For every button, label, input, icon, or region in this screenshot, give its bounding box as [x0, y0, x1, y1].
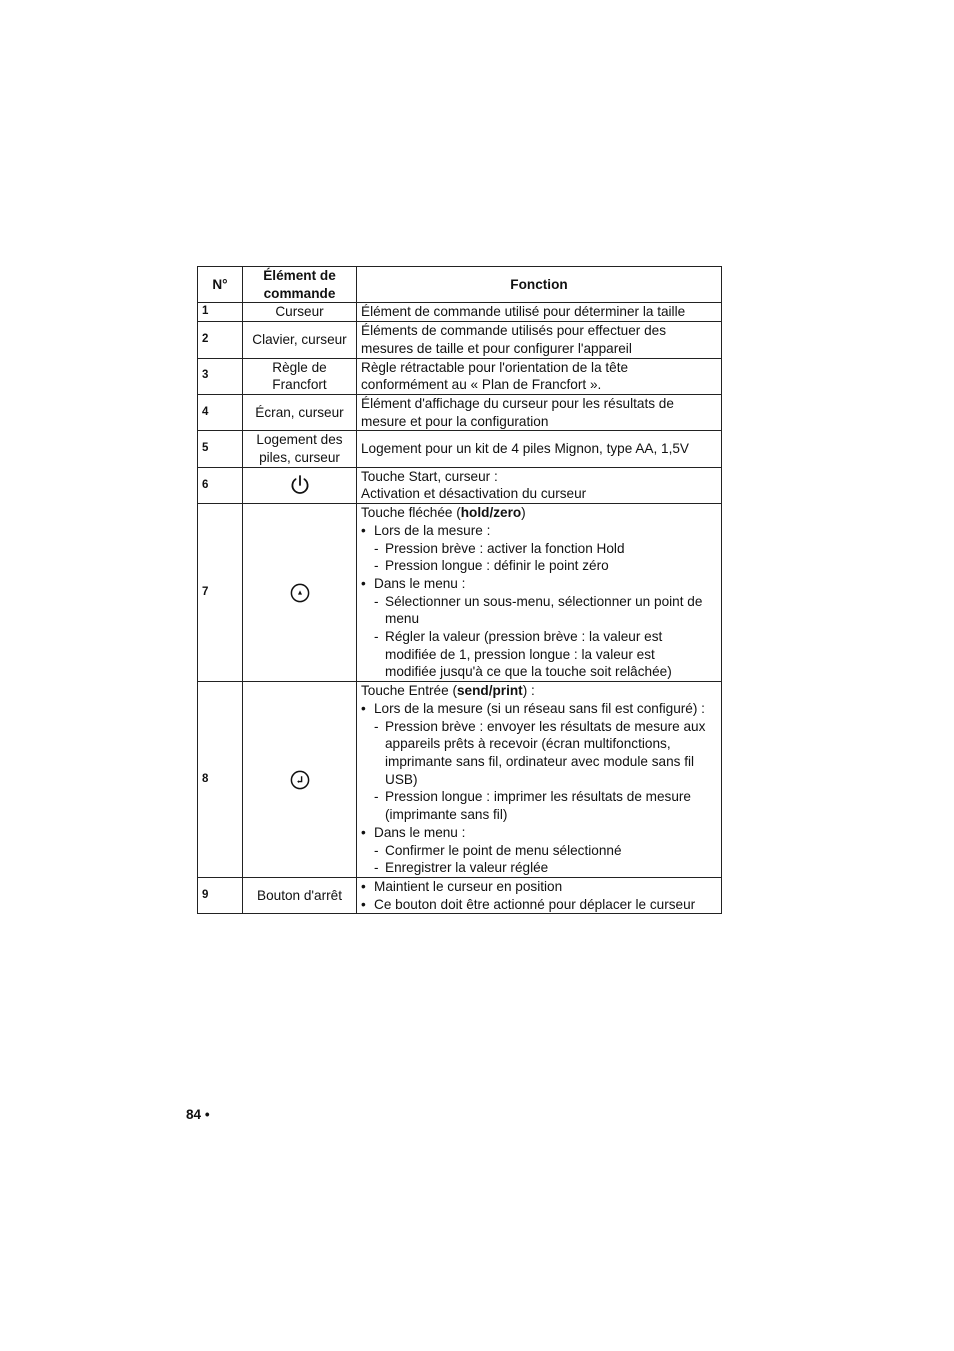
row-num: 4 [198, 394, 243, 430]
table-row [198, 467, 722, 503]
row-element [243, 504, 357, 682]
row-element: Clavier, curseur [243, 322, 357, 358]
row-element: Logement des piles, curseur [243, 431, 357, 467]
enter-circle-icon [289, 769, 311, 791]
table-row [198, 322, 722, 358]
header-function: Fonction [357, 267, 722, 303]
row-function: Logement pour un kit de 4 piles Mignon, type AA, 1,5V [357, 431, 722, 467]
row-function: Touche fléchée (hold/zero) • Lors de la mesure : - Pression brève : activer la fonction Hold - Pression longue : définir le point zéro • Dans le menu : - Sélectionner un sous-menu, sélectionner un point de menu - Régler la valeur (pression brève : la valeur est modifiée de 1, pression longue : la valeur est modifiée jusqu'à ce que la touche soit relâchée) [357, 504, 722, 682]
row-num: 2 [198, 322, 243, 358]
page-number: 84 • [186, 1107, 210, 1122]
table-row [198, 431, 722, 467]
table-row [198, 877, 722, 913]
row-num: 6 [198, 467, 243, 503]
row-function: Élément d'affichage du curseur pour les résultats de mesure et pour la configuration [357, 394, 722, 430]
row-num: 7 [198, 504, 243, 682]
header-element: Élément de commande [243, 267, 357, 303]
row-num: 9 [198, 877, 243, 913]
row-num: 5 [198, 431, 243, 467]
row-function: Touche Start, curseur : Activation et désactivation du curseur [357, 467, 722, 503]
table-row [198, 303, 722, 322]
table-row [198, 394, 722, 430]
row-element: Curseur [243, 303, 357, 322]
table-row [198, 504, 722, 682]
row-num: 8 [198, 682, 243, 878]
row-function: Élément de commande utilisé pour déterminer la taille [357, 303, 722, 322]
row-function: Règle rétractable pour l'orientation de la tête conformément au « Plan de Francfort ». [357, 358, 722, 394]
power-icon [289, 474, 311, 496]
arrow-up-circle-icon [289, 582, 311, 604]
row-function: Touche Entrée (send/print) : • Lors de la mesure (si un réseau sans fil est configuré) : - Pression brève : envoyer les résultats de mesure aux appareils prêts à recevoir (écran multifonctions, imprimante sans fil, ordinateur avec module sans fil USB) - Pression longue : imprimer les résultats de mesure (imprimante sans fil) • Dans le menu : - Confirmer le point de menu sélectionné - Enregistrer la valeur réglée [357, 682, 722, 878]
controls-table [197, 266, 722, 914]
row-element [243, 467, 357, 503]
table-row [198, 358, 722, 394]
row-element: Bouton d'arrêt [243, 877, 357, 913]
row-num: 3 [198, 358, 243, 394]
table-header-row [198, 267, 722, 303]
row-num: 1 [198, 303, 243, 322]
row-function: • Maintient le curseur en position • Ce bouton doit être actionné pour déplacer le curseur [357, 877, 722, 913]
header-num: N° [198, 267, 243, 303]
row-element [243, 682, 357, 878]
table-row [198, 682, 722, 878]
row-element: Règle de Francfort [243, 358, 357, 394]
row-element: Écran, curseur [243, 394, 357, 430]
row-function: Éléments de commande utilisés pour effectuer des mesures de taille et pour configurer l'appareil [357, 322, 722, 358]
